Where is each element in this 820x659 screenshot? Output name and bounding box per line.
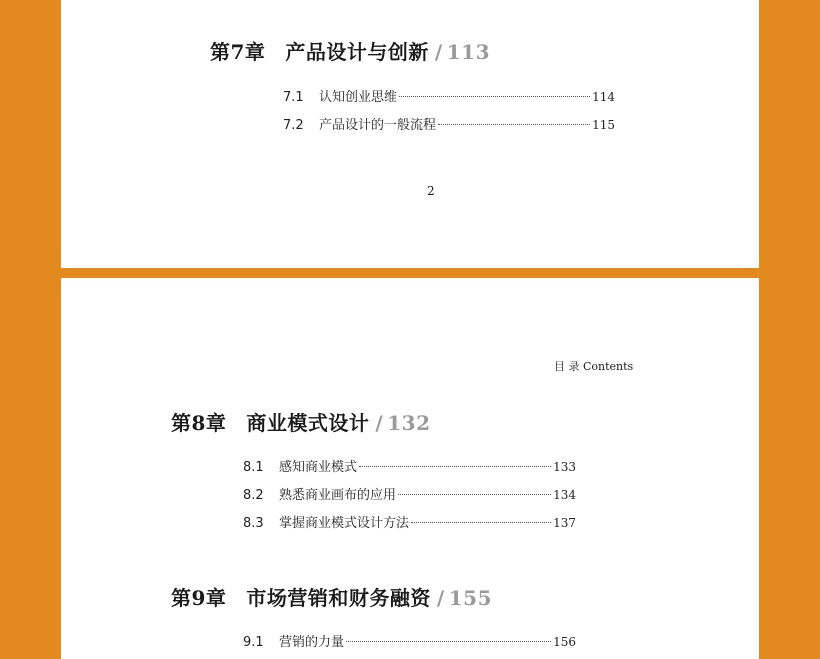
chapter-page-number: 155 <box>448 586 492 610</box>
toc-entry <box>243 512 576 532</box>
dot-leader <box>346 641 551 642</box>
section-title: 营销的力量 <box>279 635 345 650</box>
chapter-title: 产品设计与创新 <box>285 40 429 64</box>
toc-entry <box>243 484 576 504</box>
section-title: 产品设计的一般流程 <box>319 118 437 133</box>
section-page-number: 134 <box>553 488 576 502</box>
toc-entry <box>243 631 576 651</box>
chapter-separator: / <box>434 40 443 64</box>
section-number: 7.1 <box>283 90 304 105</box>
folio-number: 2 <box>427 184 435 198</box>
toc-entry <box>283 114 615 134</box>
section-page-number: 115 <box>592 118 615 132</box>
section-number: 7.2 <box>283 118 304 133</box>
chapter-8-heading <box>171 407 430 436</box>
section-number: 8.2 <box>243 488 264 503</box>
chapter-page-number: 132 <box>387 411 431 435</box>
section-page-number: 137 <box>553 516 576 530</box>
dot-leader <box>399 96 590 97</box>
chapter-separator: / <box>436 586 445 610</box>
toc-entry <box>243 456 576 476</box>
chapter-separator: / <box>375 411 384 435</box>
section-title: 熟悉商业画布的应用 <box>279 488 397 503</box>
chapter-number: 第7章 <box>210 40 266 64</box>
section-number: 8.3 <box>243 516 264 531</box>
chapter-9-heading <box>171 582 492 611</box>
dot-leader <box>398 494 551 495</box>
toc-entry <box>283 86 615 106</box>
dot-leader <box>438 124 590 125</box>
chapter-page-number: 113 <box>446 40 490 64</box>
chapter-title: 市场营销和财务融资 <box>246 586 431 610</box>
section-title: 认知创业思维 <box>319 90 398 105</box>
section-number: 9.1 <box>243 635 264 650</box>
chapter-title: 商业模式设计 <box>246 411 370 435</box>
chapter-number: 第8章 <box>171 411 227 435</box>
book-page-bottom <box>61 278 759 659</box>
section-number: 8.1 <box>243 460 264 475</box>
dot-leader <box>359 466 551 467</box>
section-page-number: 133 <box>553 460 576 474</box>
chapter-7-heading <box>210 36 490 65</box>
chapter-number: 第9章 <box>171 586 227 610</box>
running-head: 目 录 Contents <box>554 360 634 373</box>
book-page-top <box>61 0 759 268</box>
section-page-number: 114 <box>592 90 615 104</box>
dot-leader <box>411 522 551 523</box>
section-title: 掌握商业模式设计方法 <box>279 516 410 531</box>
section-page-number: 156 <box>553 635 576 649</box>
section-title: 感知商业模式 <box>279 460 358 475</box>
